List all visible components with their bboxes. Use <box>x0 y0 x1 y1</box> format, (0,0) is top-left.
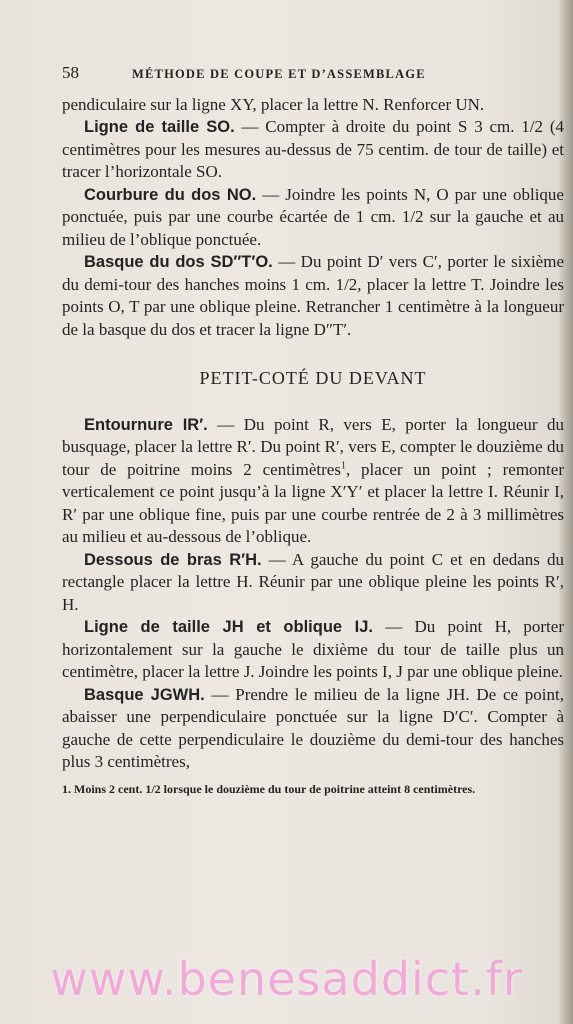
paragraph-basque-du-dos <box>62 251 564 341</box>
footnote-number: 1. <box>62 781 71 796</box>
page-number: 58 <box>62 63 79 82</box>
paragraph-term: Basque du dos SD″T′O. <box>84 253 273 271</box>
paragraph-text: — Compter à droite du point S 3 cm. 1/2 (4 centimètres pour les mesures au-dessus de 75 centim. de tour de taille) et tracer l’horizontale SO. <box>62 117 564 181</box>
paragraph-text: — Du point D′ vers C′, porter le sixième du demi-tour des hanches moins 1 cm. 1/2, placer la lettre T. Joindre les points O, T par une oblique pleine. Retrancher 1 centimètre à la longueur de la basque du dos et tracer la ligne D″T′. <box>62 252 564 339</box>
paragraph-term: Basque JGWH. <box>84 685 205 704</box>
watermark: www.benesaddict.fr <box>50 952 523 1006</box>
paragraph-term: Entournure IR′. <box>84 415 208 434</box>
paragraph-courbure-du-dos <box>62 184 564 252</box>
paragraph-basque-jgwh <box>62 684 564 774</box>
footnote <box>62 782 564 796</box>
page-header <box>62 62 564 86</box>
paragraph-ligne-de-taille-jh <box>62 616 564 684</box>
page-content <box>62 62 564 796</box>
paragraph-text: — Prendre le milieu de la ligne JH. De ce point, abaisser une perpendiculaire ponctuée sur la ligne D′C′. Compter à gauche de cette perpendiculaire le douzième du demi-tour des hanches plus 3 centimètres, <box>62 684 564 771</box>
paragraph-text: pendiculaire sur la ligne XY, placer la lettre N. Renforcer UN. <box>62 94 485 114</box>
paragraph-text: — Du point H, porter horizontalement sur la gauche le dixième du tour de taille plus un centimètre, placer la lettre J. Joindre les points I, J par une oblique pleine. <box>62 617 564 681</box>
paragraph-term: Ligne de taille JH et oblique IJ. <box>84 618 373 636</box>
paragraph-text: — A gauche du point C et en dedans du rectangle placer la lettre H. Réunir par une oblique pleine les points R′, H. <box>62 549 565 614</box>
running-head: MÉTHODE DE COUPE ET D’ASSEMBLAGE <box>132 67 426 81</box>
paragraph-term: Courbure du dos NO. <box>84 185 257 204</box>
footnote-text: Moins 2 cent. 1/2 lorsque le douzième du tour de poitrine atteint 8 centimètres. <box>74 781 476 796</box>
paragraph-ligne-de-taille-so <box>62 116 564 184</box>
paragraph-text: , placer un point ; remonter verticalement ce point jusqu’à la ligne X′Y′ et placer la lettre I. Réunir I, R′ par une oblique fine, puis par une courbe rentrée de 2 à 3 millimètres au milieu et au-dessous de l’oblique. <box>62 459 564 546</box>
paragraph-continuation <box>62 94 564 117</box>
paragraph-text: — Joindre les points N, O par une oblique ponctuée, puis par une courbe écartée de 1 cm. 1/2 sur la gauche et au milieu de l’oblique ponctuée. <box>62 184 564 249</box>
paragraph-entournure <box>62 414 564 549</box>
paragraph-term: Dessous de bras R′H. <box>84 550 262 569</box>
footnote-separator <box>62 774 564 782</box>
paragraph-dessous-de-bras <box>62 549 564 617</box>
paragraph-text: — Du point R, vers E, porter la longueur du busquage, placer la lettre R′. Du point R′, vers E, compter le douzième du tour de poitrine moins 2 centimètres <box>62 414 564 479</box>
paragraph-term: Ligne de taille SO. <box>84 118 235 136</box>
footnote-marker: 1 <box>340 459 346 471</box>
section-title: PETIT-COTÉ DU DEVANT <box>199 368 427 388</box>
